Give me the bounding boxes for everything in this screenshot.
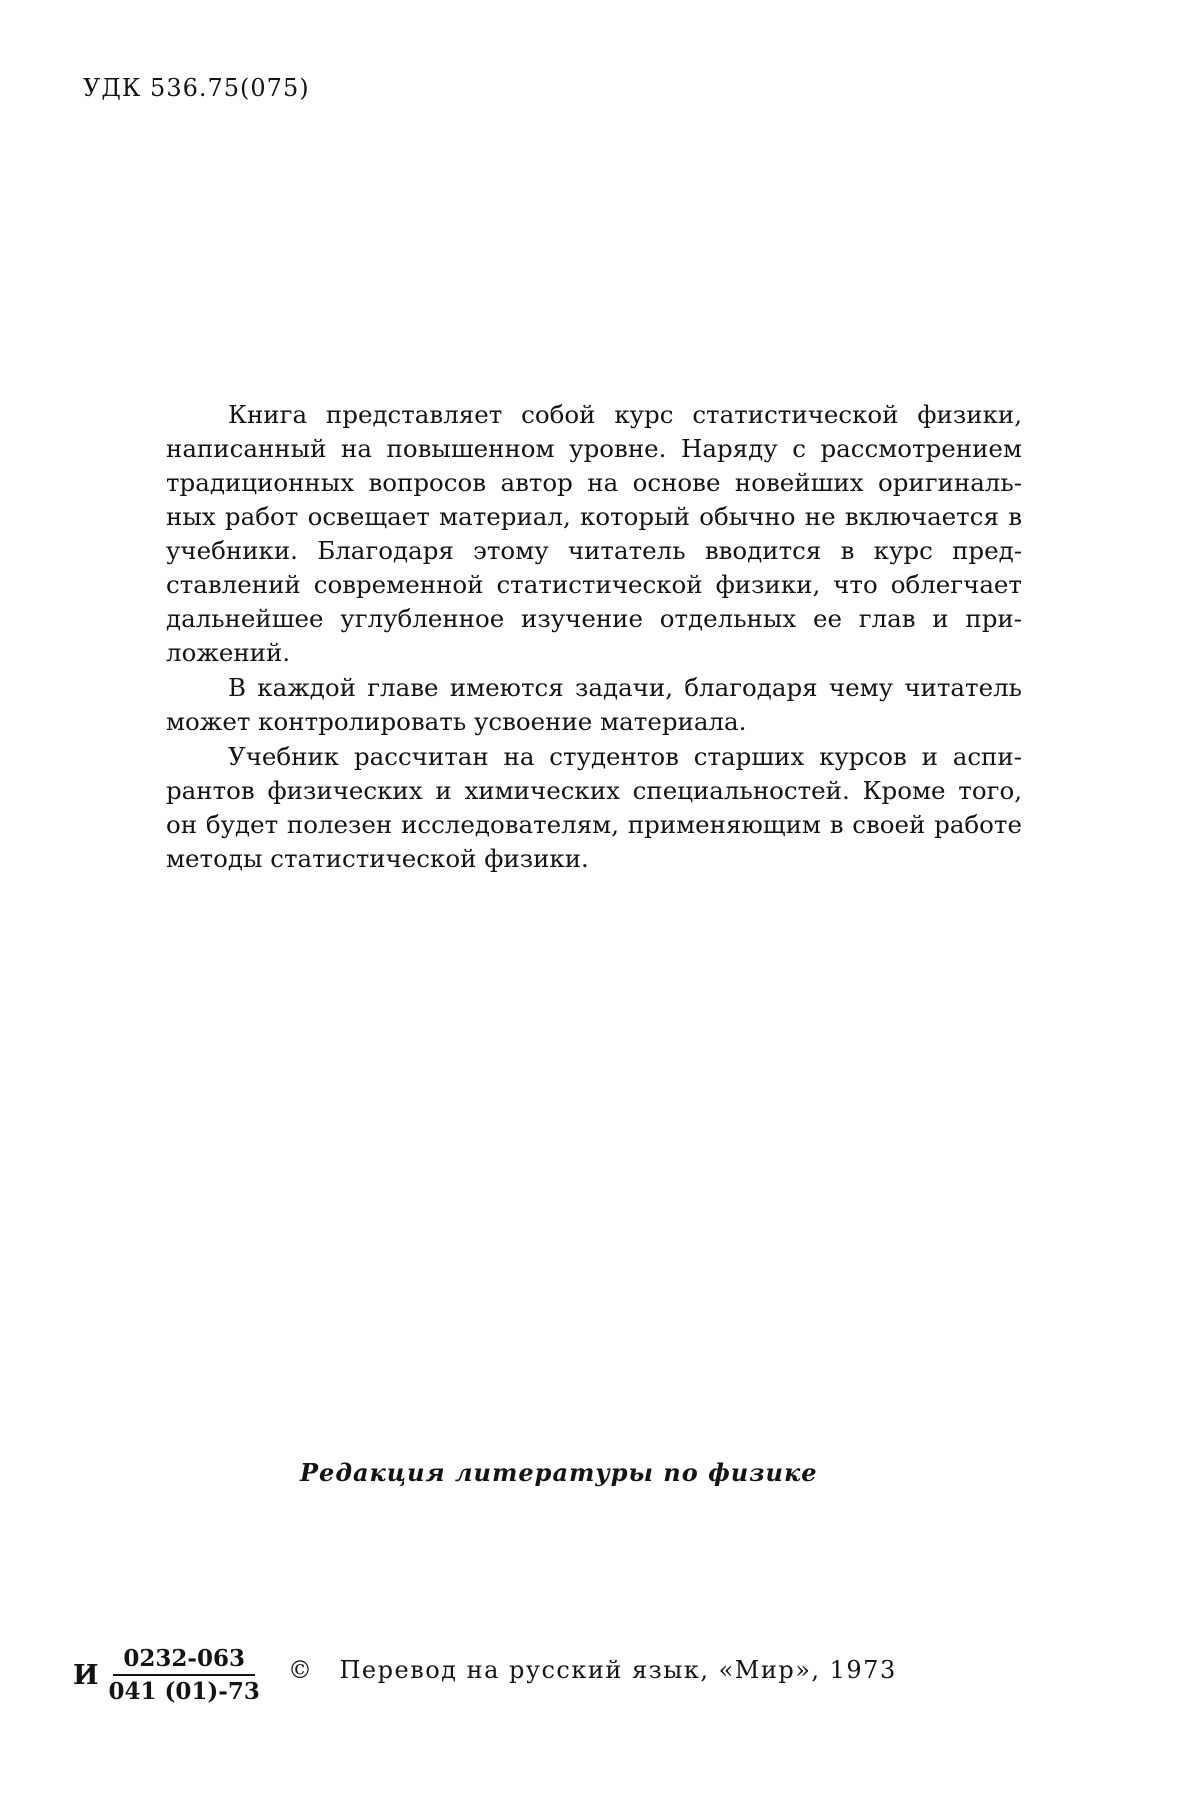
annotation-paragraph: Книга представляет собой курс статистической физики, написанный на повышенном уровне. Наряду с рассмотрением традиционных вопросов автор на основе новейших оригинальных работ освещает материал, который обычно не включается в учебники. Благодаря этому читатель вводится в курс представлений современной статистической физики, что облегчает дальнейшее углубленное изучение отдельных ее глав и приложений.	[166, 400, 1022, 667]
book-annotation	[166, 398, 1022, 877]
udk-classification: УДК 536.75(075)	[83, 74, 310, 102]
publication-code-denominator: 041 (01)-73	[108, 1678, 260, 1705]
publication-code-letter: И	[73, 1659, 99, 1691]
publication-code	[73, 1640, 262, 1710]
editorial-office-line: Редакция литературы по физике	[300, 1458, 818, 1487]
copyright-text: Перевод на русский язык, «Мир», 1973	[339, 1656, 897, 1684]
publication-code-numerator: 0232-063	[113, 1645, 255, 1676]
annotation-paragraph: Учебник рассчитан на студентов старших курсов и аспирантов физических и химических специальностей. Кроме того, он будет полезен исследователям, применяющим в своей работе методы статистической физики.	[166, 742, 1022, 873]
publication-code-fraction	[107, 1645, 262, 1705]
copyright-icon: ©	[288, 1656, 314, 1684]
annotation-paragraph: В каждой главе имеются задачи, благодаря чему читатель может контролировать усвоение материала.	[166, 673, 1022, 736]
copyright-notice	[288, 1656, 897, 1684]
